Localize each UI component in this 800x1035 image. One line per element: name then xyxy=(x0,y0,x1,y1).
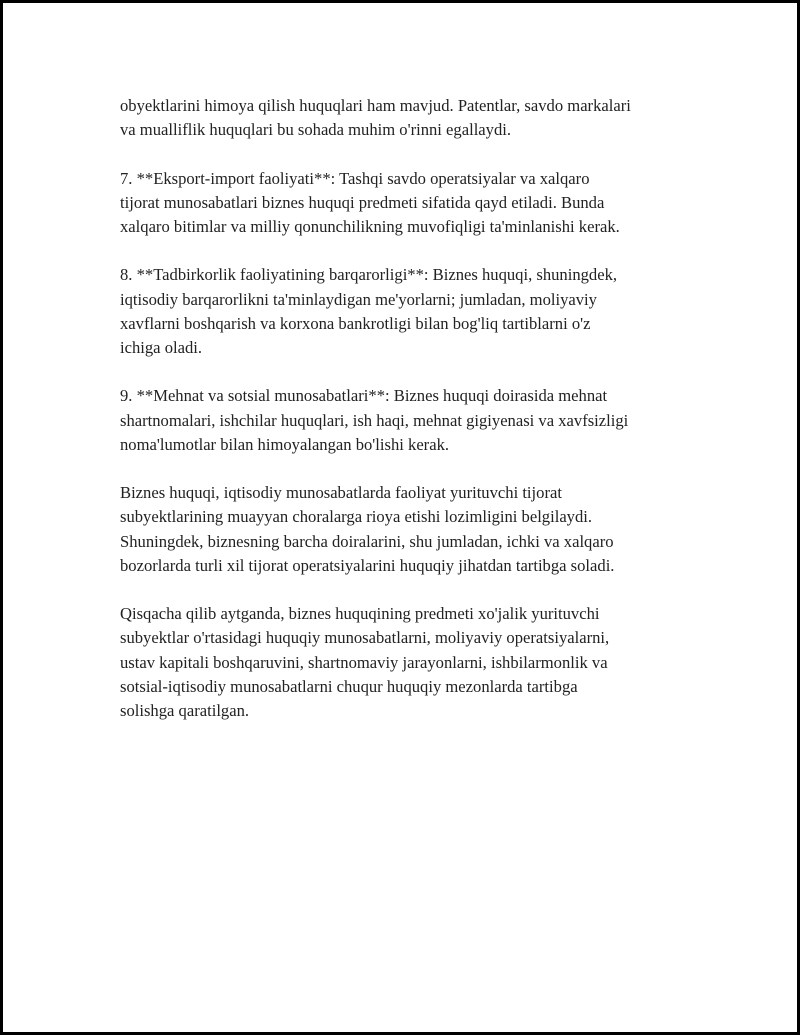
text-line: xavflarni boshqarish va korxona bankrotligi bilan bog'liq tartiblarni o'z xyxy=(120,313,591,333)
text-line: xalqaro bitimlar va milliy qonunchilikning muvofiqligi ta'minlanishi kerak. xyxy=(120,217,620,236)
text-line: shartnomalari, ishchilar huquqlari, ish haqi, mehnat gigiyenasi va xavfsizligi xyxy=(120,410,629,430)
text-line: 8. **Tadbirkorlik faoliyatining barqarorligi**: Biznes huquqi, shuningdek, xyxy=(120,265,618,285)
paragraph-business-law-scope xyxy=(120,481,720,578)
paragraph-business-stability xyxy=(120,263,720,360)
text-line: sotsial-iqtisodiy munosabatlarni chuqur huquqiy mezonlarda tartibga xyxy=(120,676,578,696)
paragraph-export-import xyxy=(120,167,720,240)
paragraph-labor-relations xyxy=(120,384,720,457)
text-line: 9. **Mehnat va sotsial munosabatlari**: Biznes huquqi doirasida mehnat xyxy=(120,386,608,406)
text-line: subyektlarining muayyan choralarga rioya etishi lozimligini belgilaydi. xyxy=(120,507,593,527)
text-line: 7. **Eksport-import faoliyati**: Tashqi savdo operatsiyalar va xalqaro xyxy=(120,168,590,188)
text-line: Biznes huquqi, iqtisodiy munosabatlarda faoliyat yurituvchi tijorat xyxy=(120,483,562,503)
text-line: iqtisodiy barqarorlikni ta'minlaydigan me'yorlarni; jumladan, moliyaviy xyxy=(120,289,597,309)
text-line: bozorlarda turli xil tijorat operatsiyalarini huquqiy jihatdan tartibga soladi. xyxy=(120,555,615,575)
text-line: Qisqacha qilib aytganda, biznes huquqining predmeti xo'jalik yurituvchi xyxy=(120,604,600,624)
text-line: ichiga oladi. xyxy=(120,338,203,357)
text-line: ustav kapitali boshqaruvini, shartnomaviy jarayonlarni, ishbilarmonlik va xyxy=(120,652,608,672)
text-line: tijorat munosabatlari biznes huquqi predmeti sifatida qayd etiladi. Bunda xyxy=(120,192,605,212)
text-line: obyektlarini himoya qilish huquqlari ham mavjud. Patentlar, savdo markalari xyxy=(120,96,631,115)
paragraph-ip-rights xyxy=(120,94,720,142)
text-line: noma'lumotlar bilan himoyalangan bo'lishi kerak. xyxy=(120,434,450,454)
text-line: solishga qaratilgan. xyxy=(120,701,250,720)
text-line: Shuningdek, biznesning barcha doiralarini, shu jumladan, ichki va xalqaro xyxy=(120,531,614,551)
document-body xyxy=(120,94,720,747)
text-line: subyektlar o'rtasidagi huquqiy munosabatlarni, moliyaviy operatsiyalarni, xyxy=(120,628,610,648)
paragraph-conclusion xyxy=(120,602,720,723)
text-line: va mualliflik huquqlari bu sohada muhim o'rinni egallaydi. xyxy=(120,120,512,140)
